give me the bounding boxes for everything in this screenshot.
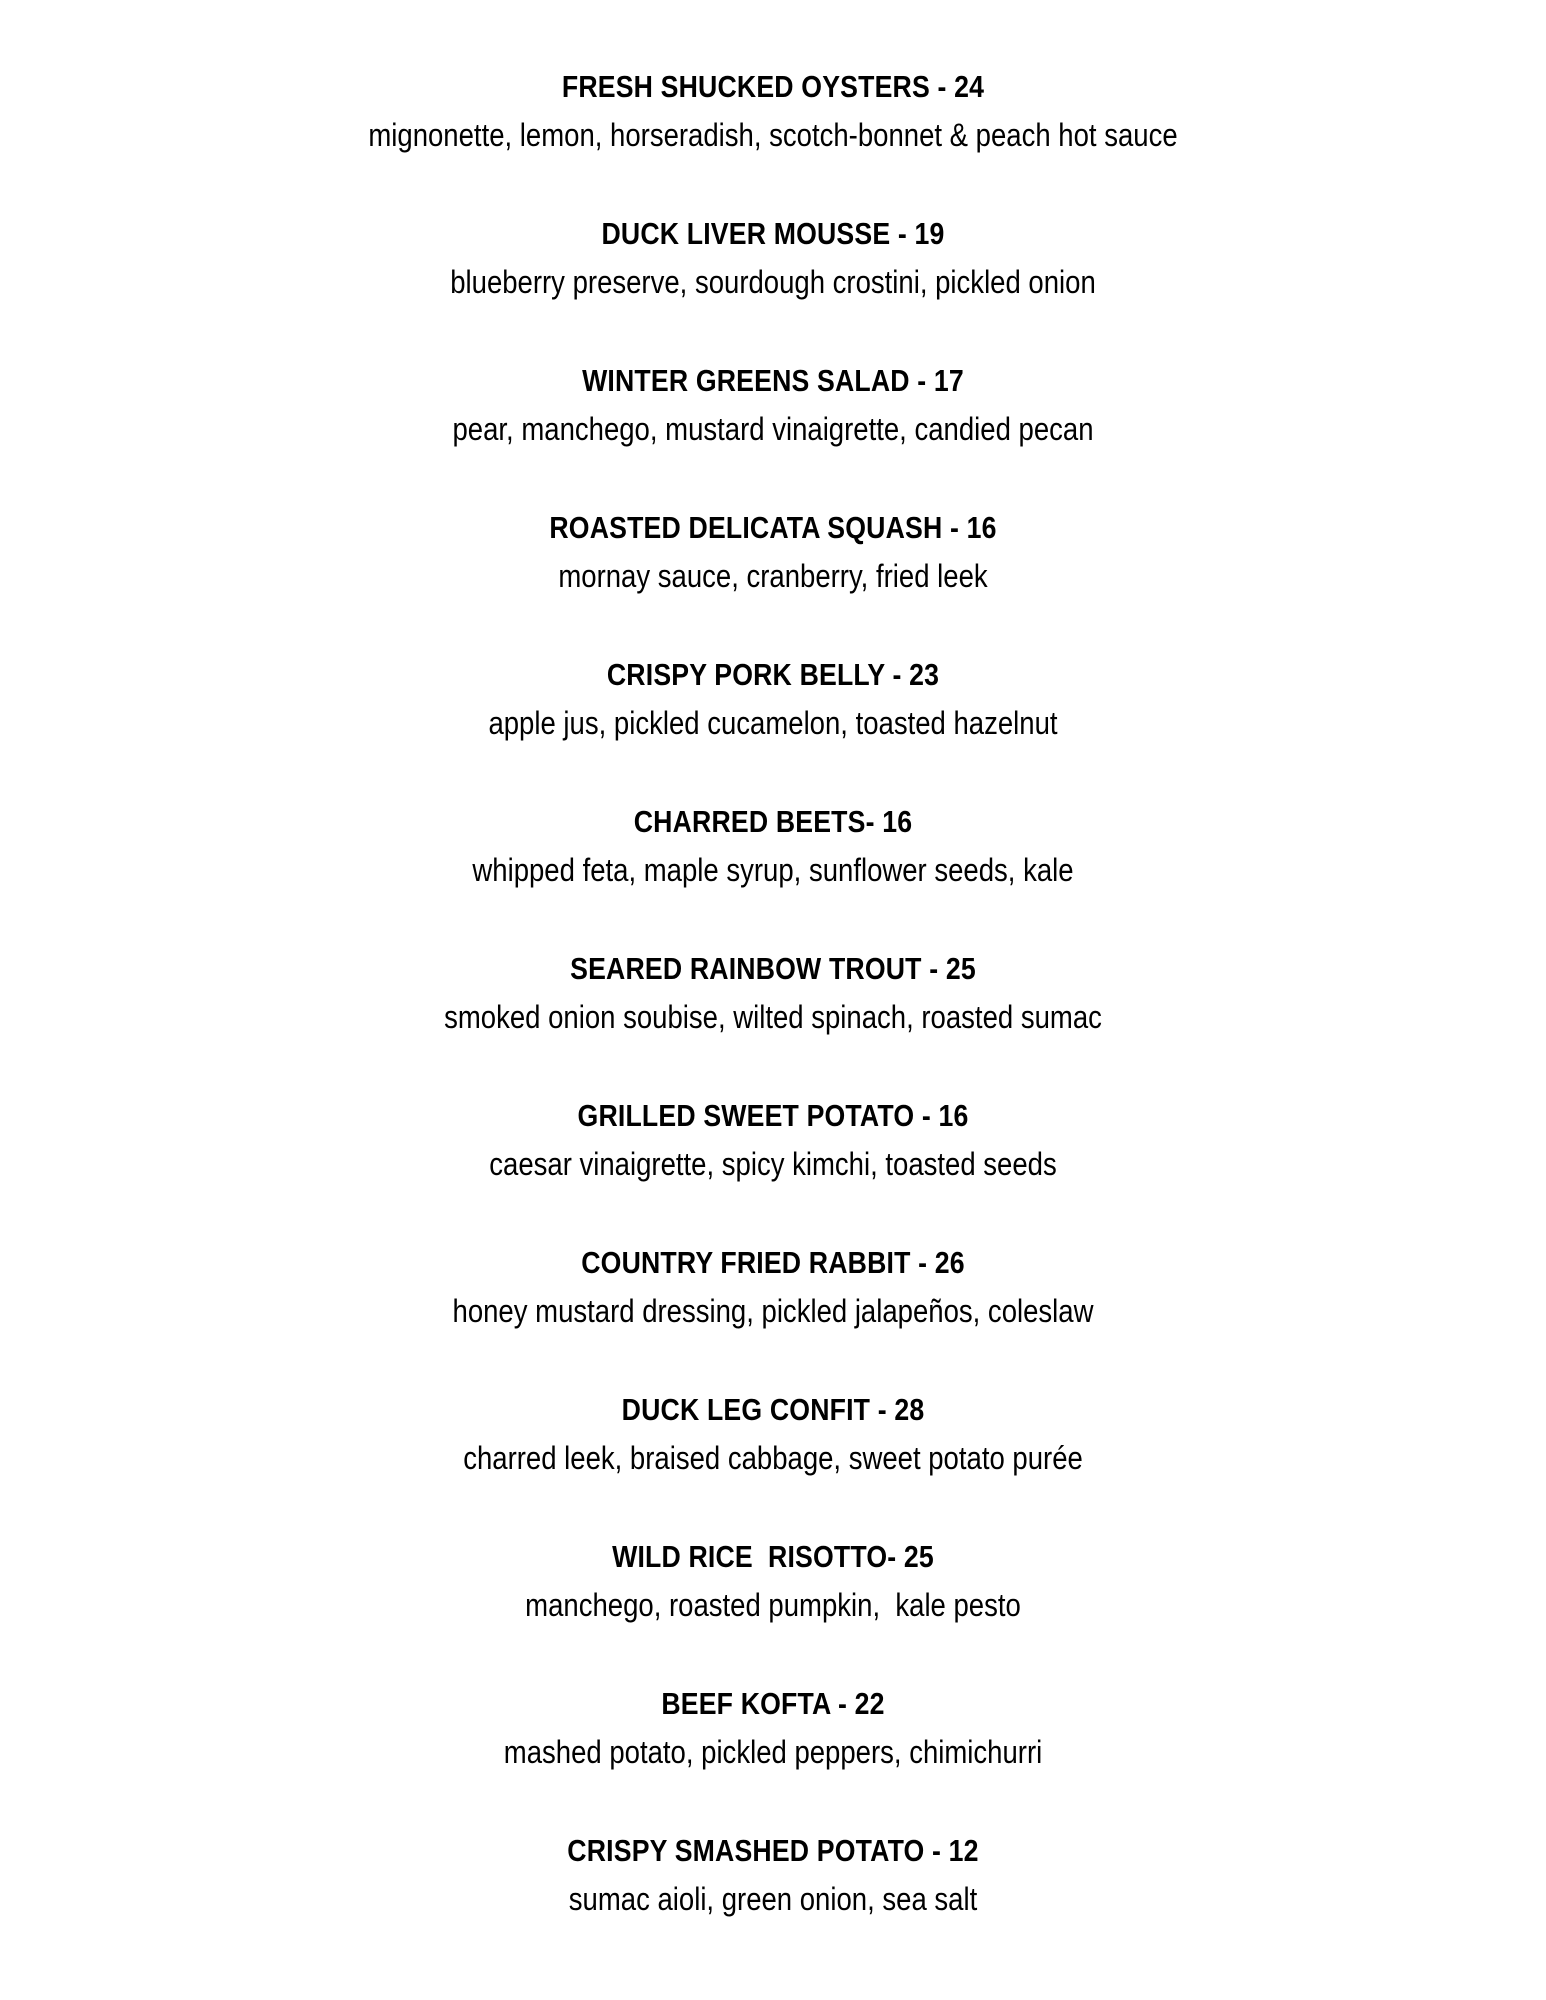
menu-item-description: mornay sauce, cranberry, fried leek xyxy=(558,558,988,594)
menu-item xyxy=(0,1683,1546,1830)
menu-item-description: blueberry preserve, sourdough crostini, pickled onion xyxy=(450,264,1096,300)
menu-item xyxy=(0,1389,1546,1536)
menu-item-title: CRISPY PORK BELLY - 23 xyxy=(606,657,940,692)
menu-item-title: DUCK LIVER MOUSSE - 19 xyxy=(601,216,945,251)
menu-item-title: COUNTRY FRIED RABBIT - 26 xyxy=(581,1245,965,1280)
menu-item-description: apple jus, pickled cucamelon, toasted hazelnut xyxy=(488,705,1058,741)
menu-item-title: DUCK LEG CONFIT - 28 xyxy=(621,1392,925,1427)
menu-item xyxy=(0,66,1546,213)
menu-item-description: sumac aioli, green onion, sea salt xyxy=(568,1881,978,1917)
menu-item xyxy=(0,213,1546,360)
menu-item-description: mashed potato, pickled peppers, chimichurri xyxy=(503,1734,1043,1770)
menu-item-description: pear, manchego, mustard vinaigrette, candied pecan xyxy=(452,411,1094,447)
menu-item-description: charred leek, braised cabbage, sweet potato purée xyxy=(463,1440,1083,1476)
menu-item-description: honey mustard dressing, pickled jalapeños, coleslaw xyxy=(452,1293,1094,1329)
menu-item xyxy=(0,654,1546,801)
menu-item-description: caesar vinaigrette, spicy kimchi, toasted seeds xyxy=(489,1146,1057,1182)
menu-item-description: whipped feta, maple syrup, sunflower seeds, kale xyxy=(472,852,1074,888)
menu-item xyxy=(0,1536,1546,1683)
menu-item xyxy=(0,801,1546,948)
menu-item xyxy=(0,507,1546,654)
menu-item-title: CHARRED BEETS- 16 xyxy=(633,804,913,839)
menu-item xyxy=(0,1095,1546,1242)
menu-list xyxy=(0,66,1546,1977)
menu-item-description: smoked onion soubise, wilted spinach, roasted sumac xyxy=(444,999,1102,1035)
menu-item-title: GRILLED SWEET POTATO - 16 xyxy=(577,1098,969,1133)
menu-item xyxy=(0,360,1546,507)
menu-item-description: manchego, roasted pumpkin, kale pesto xyxy=(525,1587,1021,1623)
menu-item-title: WILD RICE RISOTTO- 25 xyxy=(612,1539,934,1574)
menu-item-title: SEARED RAINBOW TROUT - 25 xyxy=(570,951,976,986)
menu-item xyxy=(0,1242,1546,1389)
menu-item xyxy=(0,1830,1546,1977)
menu-item-title: ROASTED DELICATA SQUASH - 16 xyxy=(549,510,997,545)
menu-item-title: CRISPY SMASHED POTATO - 12 xyxy=(567,1833,979,1868)
menu-item-title: WINTER GREENS SALAD - 17 xyxy=(582,363,964,398)
menu-item-title: BEEF KOFTA - 22 xyxy=(661,1686,885,1721)
menu-item-title: FRESH SHUCKED OYSTERS - 24 xyxy=(561,69,985,104)
menu-item-description: mignonette, lemon, horseradish, scotch-bonnet & peach hot sauce xyxy=(368,117,1178,153)
menu-item xyxy=(0,948,1546,1095)
